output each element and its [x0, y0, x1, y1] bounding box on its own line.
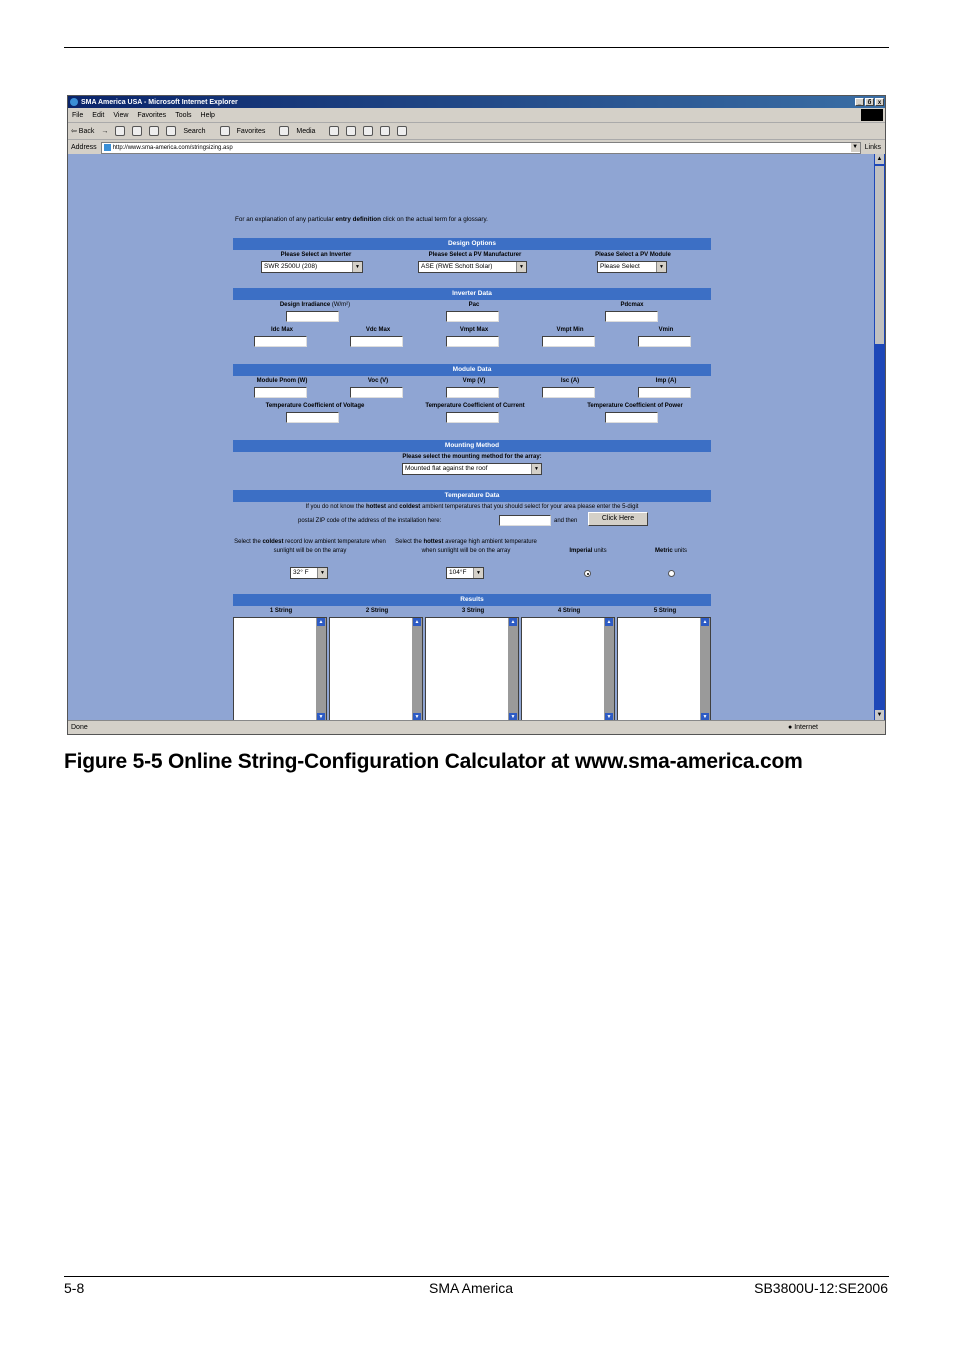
back-button[interactable]: ⇦ Back [71, 128, 95, 135]
metric-b: Metric [654, 548, 673, 554]
results-header: Results [233, 594, 711, 606]
coldest-c: record low ambient temperature when sunlight will be on the array [273, 539, 386, 554]
module-data-header: Module Data [233, 364, 711, 376]
scrollbar[interactable] [604, 618, 614, 721]
media-label: Media [296, 127, 316, 135]
home-icon[interactable] [149, 126, 159, 136]
vmpt-min-input[interactable] [542, 336, 595, 347]
module-value: Please Select [600, 263, 640, 270]
idc-max-label: Idc Max [270, 327, 293, 333]
pac-input[interactable] [446, 311, 499, 322]
pdcmax-label: Pdcmax [620, 302, 644, 308]
refresh-icon[interactable] [132, 126, 142, 136]
scrollbar[interactable] [508, 618, 518, 721]
status-zone [788, 724, 818, 731]
ie-icon [70, 98, 78, 106]
glossary-link[interactable]: entry definition [335, 216, 381, 223]
scroll-up-icon[interactable]: ▲ [876, 156, 883, 162]
temperature-instructions [234, 504, 710, 510]
coldest-value: 32° F [293, 569, 309, 576]
click-here-button[interactable]: Click Here [588, 512, 648, 526]
scroll-down-icon[interactable]: ▼ [876, 712, 883, 718]
tc-power-label: Temperature Coefficient of Power [587, 403, 683, 409]
manufacturer-label: Please Select a PV Manufacturer [428, 252, 522, 258]
string-2-result[interactable] [329, 617, 423, 722]
hottest-b[interactable]: hottest [423, 539, 444, 545]
search-icon [166, 126, 176, 136]
links-button[interactable]: Links [864, 144, 881, 151]
address-input[interactable] [101, 142, 861, 154]
t-line1-a: If you do not know the [305, 504, 365, 510]
metric-c: units [674, 548, 688, 554]
design-options-header: Design Options [233, 238, 711, 250]
figure-caption: Figure 5-5 Online String-Configuration Calculator at www.sma-america.com [64, 750, 803, 773]
zip-input[interactable] [499, 515, 551, 526]
menu-tools[interactable]: Tools [175, 111, 192, 119]
status-done: Done [71, 724, 88, 731]
string-2-label: 2 String [365, 608, 389, 614]
chevron-down-icon: ▼ [473, 568, 483, 578]
manufacturer-value: ASE (RWE Schott Solar) [421, 263, 493, 270]
t-line1-b[interactable]: hottest [365, 504, 386, 510]
tc-current-label: Temperature Coefficient of Current [425, 403, 525, 409]
imperial-c: units [594, 548, 607, 554]
voc-input[interactable] [350, 387, 403, 398]
maximize-button[interactable]: б [865, 98, 874, 106]
title-bar [68, 96, 885, 108]
edit-icon[interactable] [380, 126, 390, 136]
footer-rule [64, 1276, 889, 1277]
url-text: http://www.sma-america.com/stringsizing.asp [112, 144, 233, 151]
scroll-down-icon[interactable]: ▼ [702, 714, 708, 720]
history-icon[interactable] [329, 126, 339, 136]
window-title: SMA America USA - Microsoft Internet Explorer [81, 98, 238, 106]
windows-logo-icon [861, 109, 883, 121]
vdc-max-label: Vdc Max [365, 327, 391, 333]
chevron-down-icon: ▼ [317, 568, 327, 578]
mail-icon[interactable] [346, 126, 356, 136]
favorites-icon [220, 126, 230, 136]
page-icon [104, 144, 111, 151]
page-scrollbar[interactable] [874, 154, 885, 720]
intro-text [235, 216, 488, 223]
pac-label: Pac [468, 302, 480, 308]
vmin-label: Vmin [658, 327, 674, 333]
footer-doc-id: SB3800U-12:SE2006 [754, 1280, 888, 1296]
scroll-up-icon[interactable]: ▲ [702, 619, 708, 625]
media-icon [279, 126, 289, 136]
intro-prefix: For an explanation of any particular [235, 216, 334, 223]
vmpt-min-label: Vmpt Min [556, 327, 584, 333]
coldest-a: Select the [234, 539, 261, 545]
favorites-button[interactable] [220, 126, 273, 136]
mounting-select[interactable] [402, 463, 542, 475]
chevron-down-icon: ▼ [352, 262, 362, 272]
mounting-value: Mounted flat against the roof [405, 465, 488, 472]
zip-label: postal ZIP code of the address of the installation here: [298, 518, 442, 524]
string-5-result[interactable] [617, 617, 711, 722]
irradiance-label [264, 302, 366, 308]
inverter-label: Please Select an Inverter [280, 252, 352, 258]
scroll-up-icon[interactable]: ▲ [606, 619, 612, 625]
discuss-icon[interactable] [397, 126, 407, 136]
and-then-label: and then [554, 518, 578, 524]
t-line1-d[interactable]: coldest [399, 504, 421, 510]
page-number: 5-8 [64, 1280, 85, 1296]
imperial-b: Imperial [569, 548, 593, 554]
menu-favorites[interactable]: Favorites [137, 111, 167, 119]
string-4-label: 4 String [557, 608, 581, 614]
inverter-select[interactable] [261, 261, 363, 273]
search-label: Search [183, 127, 206, 135]
forward-button[interactable]: → [101, 127, 109, 135]
coldest-b[interactable]: coldest [262, 539, 284, 545]
hottest-label [390, 538, 542, 556]
stop-icon[interactable] [115, 126, 125, 136]
favorites-label: Favorites [236, 127, 266, 135]
imperial-radio[interactable] [584, 570, 591, 577]
isc-label: Isc (A) [560, 378, 580, 384]
hottest-value: 104°F [449, 569, 467, 576]
scroll-down-icon[interactable]: ▼ [606, 714, 612, 720]
string-3-result[interactable] [425, 617, 519, 722]
coldest-label [234, 538, 386, 556]
scroll-up-icon[interactable]: ▲ [510, 619, 516, 625]
t-line1-e: ambient temperatures that you should select for your area please enter the 5-digit [421, 504, 639, 510]
imp-label: Imp (A) [655, 378, 677, 384]
hottest-c: average high ambient temperature when sunlight will be on the array [421, 539, 537, 554]
address-label: Address [71, 144, 97, 151]
scroll-down-icon[interactable]: ▼ [510, 714, 516, 720]
tc-voltage-label: Temperature Coefficient of Voltage [265, 403, 365, 409]
coldest-select[interactable] [290, 567, 328, 579]
vdc-max-input[interactable] [350, 336, 403, 347]
minimize-button[interactable]: _ [855, 98, 864, 106]
string-4-result[interactable] [521, 617, 615, 722]
irradiance-unit: (W/m²) [331, 302, 351, 308]
tc-voltage-input[interactable] [286, 412, 339, 423]
idc-max-input[interactable] [254, 336, 307, 347]
address-dropdown-icon[interactable]: ▼ [852, 143, 859, 150]
scroll-down-icon[interactable]: ▼ [318, 714, 324, 720]
imperial-label [556, 548, 620, 554]
pnom-label: Module Pnom (W) [256, 378, 308, 384]
chevron-down-icon: ▼ [531, 464, 541, 474]
vmp-label: Vmp (V) [462, 378, 486, 384]
header-rule [64, 47, 889, 48]
string-5-label: 5 String [653, 608, 677, 614]
scroll-thumb[interactable] [875, 166, 884, 344]
close-button[interactable]: x [875, 98, 884, 106]
irradiance-label-text: Design Irradiance [279, 302, 331, 308]
inverter-data-header: Inverter Data [233, 288, 711, 300]
chevron-down-icon: ▼ [656, 262, 666, 272]
mounting-method-header: Mounting Method [233, 440, 711, 452]
globe-icon: ● [788, 724, 793, 731]
hottest-select[interactable] [446, 567, 484, 579]
search-button[interactable] [166, 126, 212, 136]
toolbar [68, 123, 885, 140]
menu-file[interactable]: File [72, 111, 84, 119]
chevron-down-icon: ▼ [516, 262, 526, 272]
browser-window [67, 95, 886, 735]
metric-label [639, 548, 703, 554]
menu-edit[interactable]: Edit [92, 111, 105, 119]
vmin-input[interactable] [638, 336, 691, 347]
tc-power-input[interactable] [605, 412, 658, 423]
vmpt-max-label: Vmpt Max [459, 327, 489, 333]
metric-radio[interactable] [668, 570, 675, 577]
scroll-up-icon[interactable]: ▲ [414, 619, 420, 625]
scrollbar[interactable] [700, 618, 710, 721]
imp-input[interactable] [638, 387, 691, 398]
status-bar [68, 720, 885, 735]
pnom-input[interactable] [254, 387, 307, 398]
scrollbar[interactable] [412, 618, 422, 721]
menu-view[interactable]: View [113, 111, 129, 119]
status-zone-label: Internet [794, 724, 818, 731]
t-line1-c: and [387, 504, 398, 510]
vmp-input[interactable] [446, 387, 499, 398]
irradiance-input[interactable] [286, 311, 339, 322]
isc-input[interactable] [542, 387, 595, 398]
string-1-label: 1 String [269, 608, 293, 614]
scrollbar[interactable] [316, 618, 326, 721]
vmpt-max-input[interactable] [446, 336, 499, 347]
menu-bar [68, 108, 885, 123]
pdcmax-input[interactable] [605, 311, 658, 322]
intro-suffix: click on the actual term for a glossary. [382, 216, 488, 223]
scroll-up-icon[interactable]: ▲ [318, 619, 324, 625]
tc-current-input[interactable] [446, 412, 499, 423]
manufacturer-select[interactable] [418, 261, 527, 273]
footer-center: SMA America [429, 1280, 514, 1296]
string-3-label: 3 String [461, 608, 485, 614]
inverter-value: SWR 2500U (208) [264, 263, 318, 270]
menu-help[interactable]: Help [200, 111, 215, 119]
print-icon[interactable] [363, 126, 373, 136]
voc-label: Voc (V) [367, 378, 389, 384]
hottest-a: Select the [395, 539, 422, 545]
string-1-result[interactable] [233, 617, 327, 722]
module-label: Please Select a PV Module [595, 252, 671, 258]
module-select[interactable] [597, 261, 667, 273]
scroll-down-icon[interactable]: ▼ [414, 714, 420, 720]
temperature-data-header: Temperature Data [233, 490, 711, 502]
media-button[interactable] [279, 126, 322, 136]
mounting-label: Please select the mounting method for the array: [402, 454, 542, 460]
page-viewport [68, 154, 874, 720]
